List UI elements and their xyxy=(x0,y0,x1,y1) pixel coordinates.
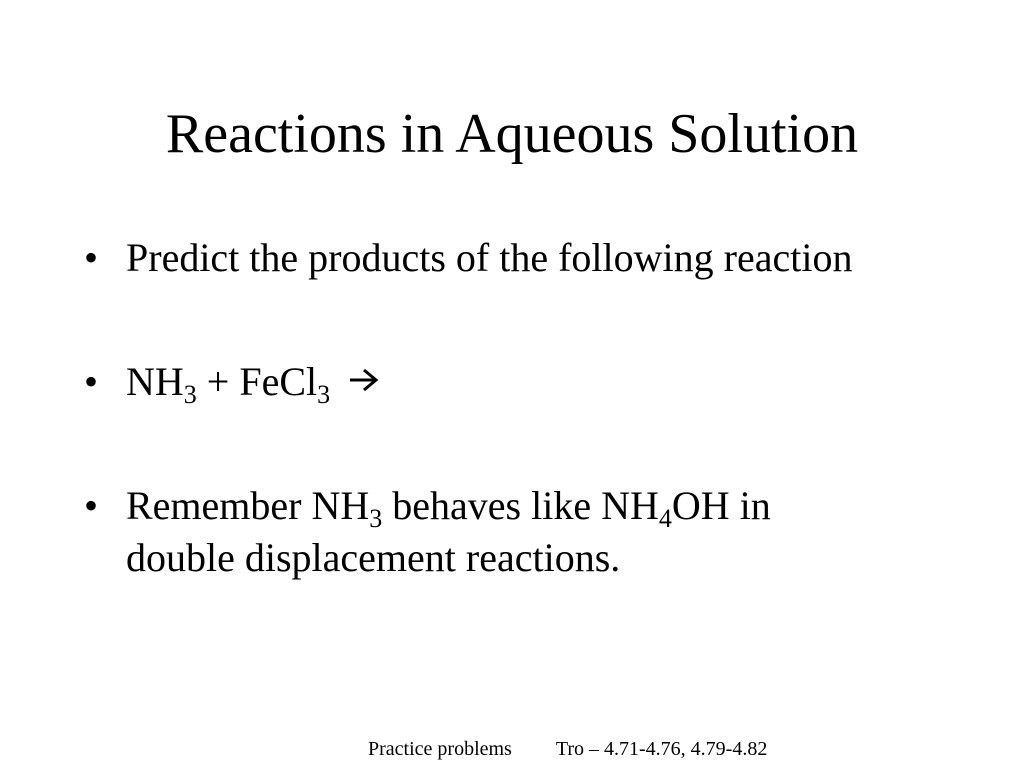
footer xyxy=(368,736,767,762)
plus-sign: + xyxy=(206,359,230,404)
remember-text-part2: behaves like NH xyxy=(382,483,659,528)
footer-reference: Tro – 4.71-4.76, 4.79-4.82 xyxy=(555,738,768,760)
footer-label: Practice problems xyxy=(368,738,512,760)
reactant-fecl3: FeCl xyxy=(239,359,318,404)
reactant-nh3: NH xyxy=(126,359,184,404)
reaction-equation xyxy=(126,359,382,409)
bullet-list xyxy=(84,232,884,656)
slide-title: Reactions in Aqueous Solution xyxy=(165,103,859,165)
bullet-item-predict xyxy=(84,232,884,284)
bullet-marker: • xyxy=(84,359,99,404)
bullet-marker: • xyxy=(84,235,99,280)
right-arrow-icon xyxy=(348,367,382,393)
remember-text-part3: OH in double displacement reactions. xyxy=(126,483,771,580)
subscript-3: 3 xyxy=(317,380,331,409)
bullet-item-remember xyxy=(84,480,884,584)
subscript-3: 3 xyxy=(369,504,383,533)
bullet-text-predict: Predict the products of the following reaction xyxy=(126,235,853,280)
bullet-marker: • xyxy=(84,483,99,528)
bullet-text-remember xyxy=(126,483,771,580)
subscript-3: 3 xyxy=(183,380,197,409)
subscript-4: 4 xyxy=(658,504,672,533)
bullet-item-reaction xyxy=(84,356,884,408)
remember-text-part1: Remember NH xyxy=(126,483,370,528)
